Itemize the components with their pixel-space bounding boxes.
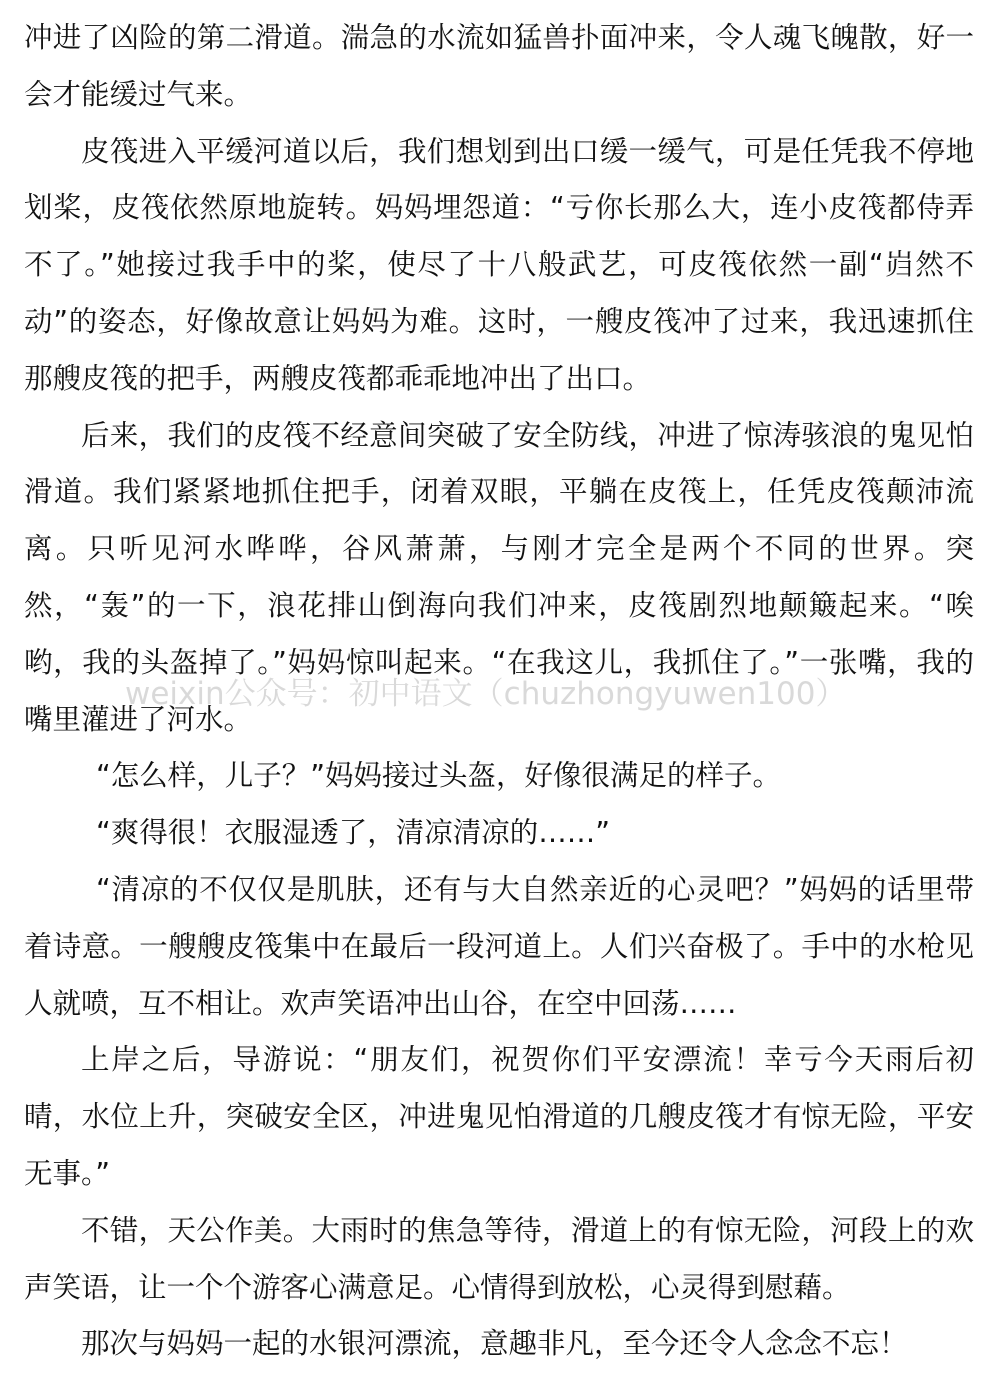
paragraph-9: 那次与妈妈一起的水银河漂流，意趣非凡，至今还令人念念不忘！ xyxy=(81,1327,908,1361)
paragraph-6: “清凉的不仅仅是肌肤，还有与大自然亲近的心灵吧？”妈妈的话里带着诗意。一艘艘皮筏集中在最后一段河道上。人们兴奋极了。手中的水枪见人就喷，互不相让。欢声笑语冲出山谷，在空中回荡…… xyxy=(24,872,974,1020)
paragraph-1: 冲进了凶险的第二滑道。湍急的水流如猛兽扑面冲来，令人魂飞魄散，好一会才能缓过气来。 xyxy=(24,21,974,111)
paragraph-2: 皮筏进入平缓河道以后，我们想划到出口缓一缓气，可是任凭我不停地划桨，皮筏依然原地旋转。妈妈埋怨道：“亏你长那么大，连小皮筏都侍弄不了。”她接过我手中的桨，使尽了十八般武艺，可皮筏依然一副“岿然不动”的姿态，好像故意让妈妈为难。这时，一艘皮筏冲了过来，我迅速抓住那艘皮筏的把手，两艘皮筏都乖乖地冲出了出口。 xyxy=(24,134,974,395)
paragraph-5: “爽得很！衣服湿透了，清凉清凉的……” xyxy=(96,816,611,850)
paragraph-7: 上岸之后，导游说：“朋友们，祝贺你们平安漂流！幸亏今天雨后初晴，水位上升，突破安全区，冲进鬼见怕滑道的几艘皮筏才有惊无险，平安无事。” xyxy=(24,1043,974,1190)
paragraph-3: 后来，我们的皮筏不经意间突破了安全防线，冲进了惊涛骇浪的鬼见怕滑道。我们紧紧地抓住把手，闭着双眼，平躺在皮筏上，任凭皮筏颠沛流离。只听见河水哗哗，谷风萧萧，与刚才完全是两个不同的世界。突然，“轰”的一下，浪花排山倒海向我们冲来，皮筏剧烈地颠簸起来。“唉哟，我的头盔掉了。”妈妈惊叫起来。“在我这儿，我抓住了。”一张嘴，我的嘴里灌进了河水。 xyxy=(24,418,974,736)
paragraph-4: “怎么样，儿子？”妈妈接过头盔，好像很满足的样子。 xyxy=(96,759,782,793)
watermark: weixin公众号：初中语文（chuzhongyuwen100） xyxy=(125,676,847,712)
paragraph-8: 不错，天公作美。大雨时的焦急等待，滑道上的有惊无险，河段上的欢声笑语，让一个个游客心满意足。心情得到放松，心灵得到慰藉。 xyxy=(24,1213,974,1304)
